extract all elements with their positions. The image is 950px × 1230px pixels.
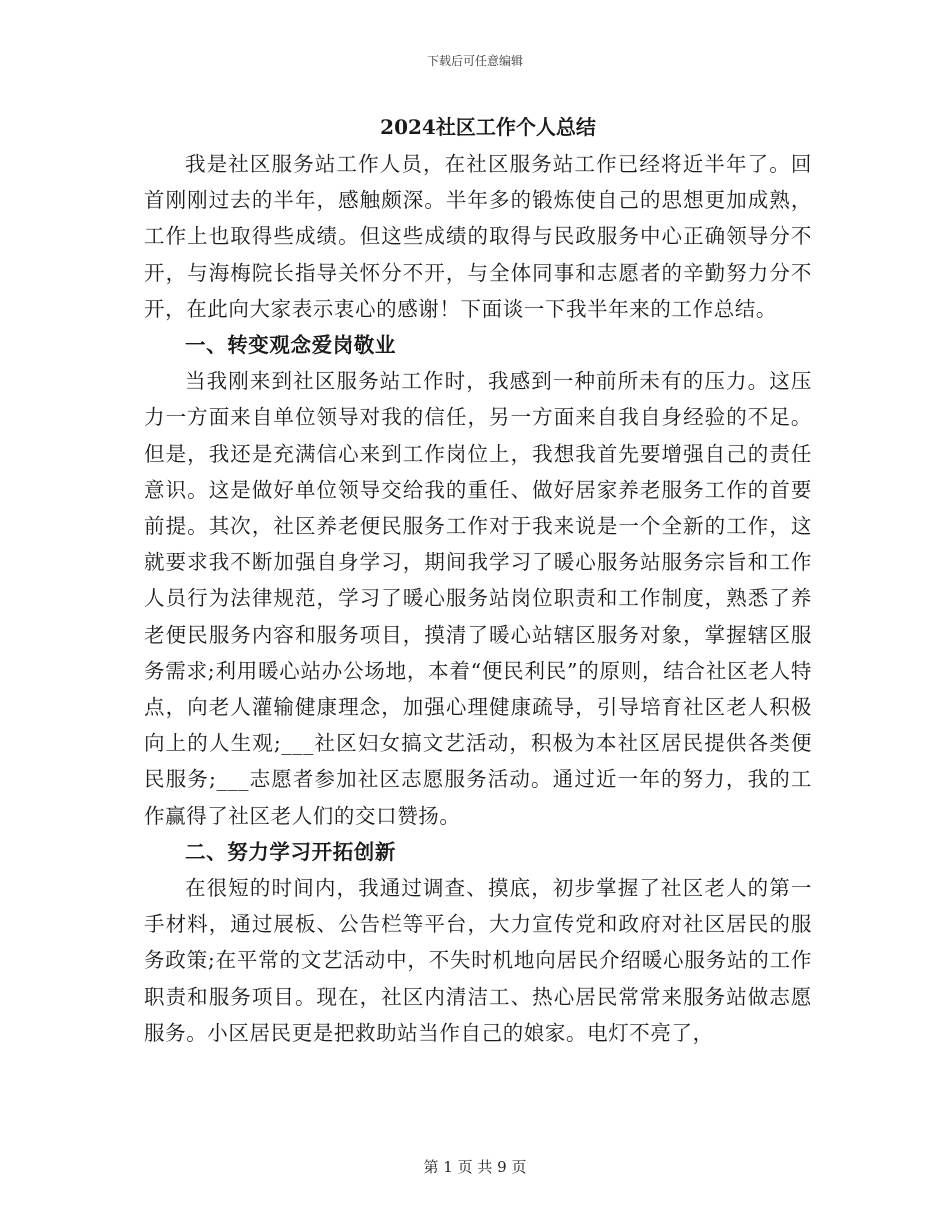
section-heading-1: 一、转变观念爱岗敬业 <box>185 333 396 358</box>
page-number: 第 1 页 共 9 页 <box>423 1158 527 1176</box>
intro-paragraph: 我是社区服务站工作人员，在社区服务站工作已经将近半年了。回首刚刚过去的半年，感触颇深。半年多的锻炼使自己的思想更加成熟，工作上也取得些成绩。但这些成绩的取得与民政服务中心正确领导分不开，与海梅院长指导关怀分不开，与全体同事和志愿者的辛勤努力分不开，在此向大家表示衷心的感谢！下面谈一下我半年来的工作总结。 <box>144 152 812 321</box>
document-body <box>144 108 812 1051</box>
page-header-note: 下载后可任意编辑 <box>426 54 523 68</box>
section-heading-2: 二、努力学习开拓创新 <box>185 839 396 864</box>
section-body-2: 在很短的时间内，我通过调查、摸底，初步掌握了社区老人的第一手材料，通过展板、公告栏等平台，大力宣传党和政府对社区居民的服务政策;在平常的文艺活动中，不失时机地向居民介绍暖心服务站的工作职责和服务项目。现在，社区内清洁工、热心居民常常来服务站做志愿服务。小区居民更是把救助站当作自己的娘家。电灯不亮了， <box>144 876 812 1045</box>
document-title: 2024社区工作个人总结 <box>380 115 596 139</box>
section-body-1: 当我刚来到社区服务站工作时，我感到一种前所未有的压力。这压力一方面来自单位领导对我的信任，另一方面来自我自身经验的不足。但是，我还是充满信心来到工作岗位上，我想我首先要增强自己的责任意识。这是做好单位领导交给我的重任、做好居家养老服务工作的首要前提。其次，社区养老便民服务工作对于我来说是一个全新的工作，这就要求我不断加强自身学习，期间我学习了暖心服务站服务宗旨和工作人员行为法律规范，学习了暖心服务站岗位职责和工作制度，熟悉了养老便民服务内容和服务项目，摸清了暖心站辖区服务对象，掌握辖区服务需求;利用暖心站办公场地，本着“便民利民”的原则，结合社区老人特点，向老人灌输健康理念，加强心理健康疏导，引导培育社区老人积极向上的人生观;___社区妇女搞文艺活动，积极为本社区居民提供各类便民服务;___志愿者参加社区志愿服务活动。通过近一年的努力，我的工作赢得了社区老人们的交口赞扬。 <box>144 369 812 828</box>
